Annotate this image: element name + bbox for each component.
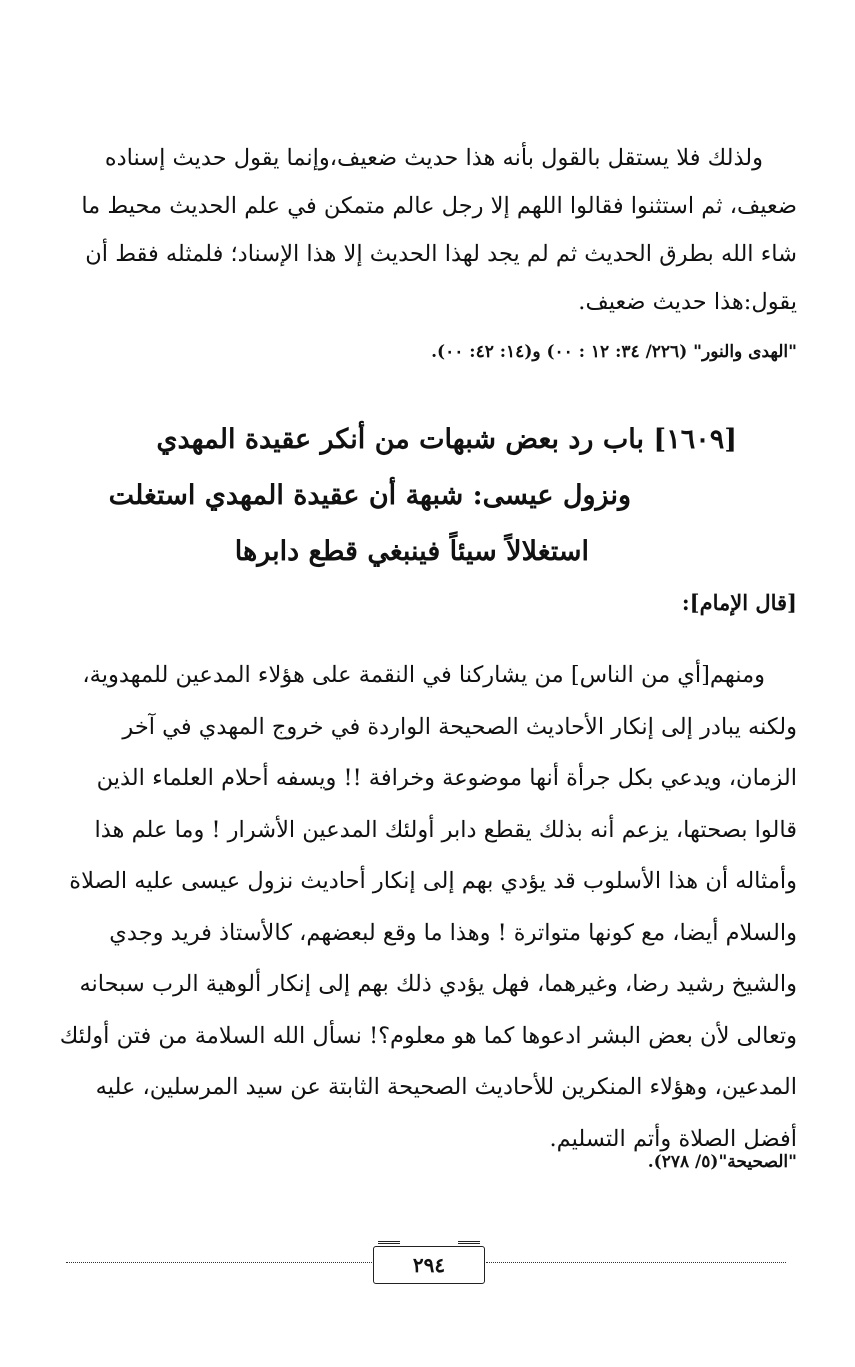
body-line: ومنهم[أي من الناس] من يشاركنا في النقمة على هؤلاء المدعين للمهدوية، [82,662,765,688]
heading-line: [١٦٠٩] باب رد بعض شبهات من أنكر عقيدة المهدي [156,424,737,455]
body-line: والشيخ رشيد رضا، وغيرهما، فهل يؤدي ذلك بهم إلى إنكار ألوهية الرب سبحانه [79,971,797,997]
intro-line: يقول:هذا حديث ضعيف. [578,289,797,315]
body-paragraph [55,650,797,1165]
page-number: ٢٩٤ [412,1253,446,1277]
footer-dotted-rule [486,1262,786,1263]
page-number-frame [373,1246,485,1284]
body-line: وتعالى لأن بعض البشر ادعوها كما هو معلوم؟! نسأل الله السلامة من فتن أولئك [59,1022,797,1049]
body-line: الزمان، ويدعي بكل جرأة أنها موضوعة وخرافة !! ويسفه أحلام العلماء الذين [96,765,797,791]
body-line: قالوا بصحتها، يزعم أنه بذلك يقطع دابر أولئك المدعين الأشرار ! وما علم هذا [94,816,797,843]
intro-source-citation: "الهدى والنور" (٢٢٦/ ٣٤: ١٢ : ٠٠) و(١٤: ٤٢: ٠٠). [431,342,797,362]
intro-line: شاء الله بطرق الحديث ثم لم يجد لهذا الحديث إلا هذا الإسناد؛ فلمثله فقط أن [85,241,797,267]
speaker-label: [قال الإمام]: [681,590,797,615]
body-line: وأمثاله أن هذا الأسلوب قد يؤدي بهم إلى إنكار أحاديث نزول عيسى عليه الصلاة [69,868,797,894]
chapter-heading [57,412,737,580]
body-line: والسلام أيضا، مع كونها متواترة ! وهذا ما وقع لبعضهم، كالأستاذ فريد وجدي [109,919,797,946]
body-line: المدعين، وهؤلاء المنكرين للأحاديث الصحيحة الثابتة عن سيد المرسلين، عليه [95,1074,797,1100]
heading-line: استغلالاً سيئاً فينبغي قطع دابرها [234,536,589,567]
intro-line: ولذلك فلا يستقل بالقول بأنه هذا حديث ضعيف،وإنما يقول حديث إسناده [104,145,763,171]
intro-paragraph [55,134,797,326]
heading-line: ونزول عيسى: شبهة أن عقيدة المهدي استغلت [108,480,631,511]
body-line: ولكنه يبادر إلى إنكار الأحاديث الصحيحة الواردة في خروج المهدي في آخر [122,713,797,740]
footer-dotted-rule [66,1262,372,1263]
body-line: أفضل الصلاة وأتم التسليم. [549,1125,797,1152]
intro-line: ضعيف، ثم استثنوا فقالوا اللهم إلا رجل عالم متمكن في علم الحديث محيط ما [81,193,797,219]
body-source-citation: "الصحيحة"(٥/ ٢٧٨). [647,1152,797,1172]
